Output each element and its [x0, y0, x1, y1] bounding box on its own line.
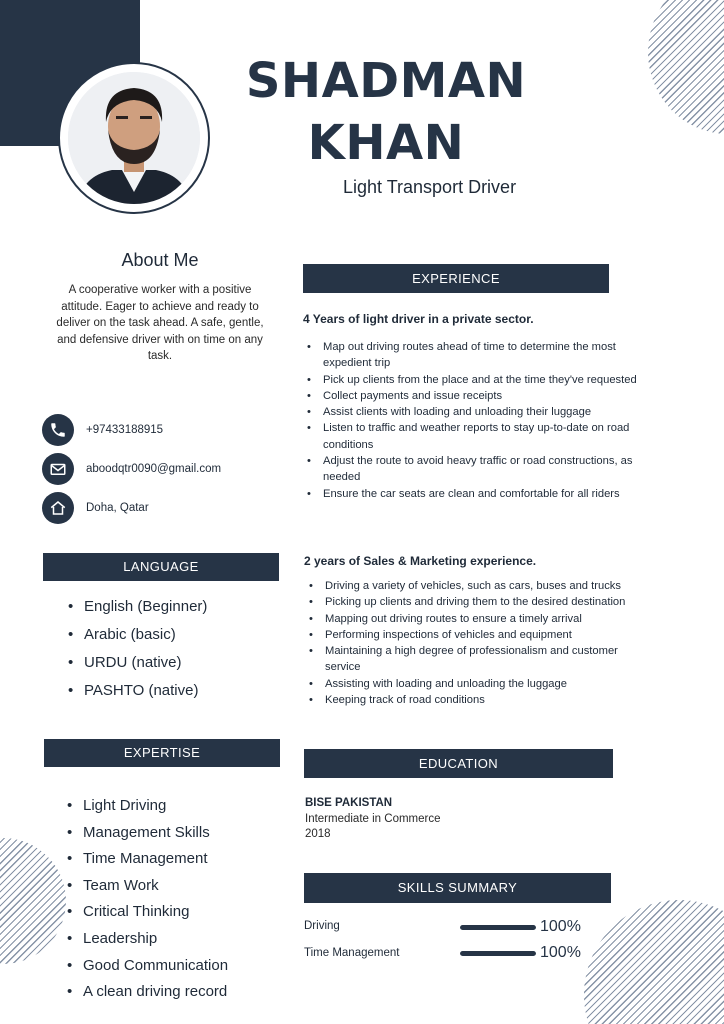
skill-bar	[460, 925, 536, 930]
skills-summary-heading: SKILLS SUMMARY	[304, 873, 611, 903]
job-duties-list	[305, 339, 643, 502]
list-item: • Driving a variety of vehicles, such as cars, buses and trucks	[307, 578, 633, 594]
list-item: • Critical Thinking	[65, 899, 228, 926]
job-heading: 2 years of Sales & Marketing experience.	[304, 554, 537, 568]
phone-icon	[42, 414, 74, 446]
list-item: • Light Driving	[65, 793, 228, 820]
location-text: Doha, Qatar	[86, 502, 149, 514]
mail-icon	[42, 453, 74, 485]
expertise-list	[65, 793, 228, 1006]
job-heading: 4 Years of light driver in a private sector.	[303, 312, 534, 326]
list-item: • Keeping track of road conditions	[307, 692, 633, 708]
hatched-circle-decoration	[0, 838, 66, 964]
list-item: • Good Communication	[65, 953, 228, 980]
education-entry	[305, 796, 441, 843]
list-item: • Performing inspections of vehicles and equipment	[307, 627, 633, 643]
list-item: • Mapping out driving routes to ensure a timely arrival	[307, 611, 633, 627]
contact-phone	[42, 414, 163, 446]
list-item: • Picking up clients and driving them to the desired destination	[307, 594, 633, 610]
list-item: • Adjust the route to avoid heavy traffic or road constructions, as needed	[305, 453, 643, 486]
list-item: • Time Management	[65, 846, 228, 873]
hatched-circle-decoration	[648, 0, 724, 134]
phone-number: +97433188915	[86, 424, 164, 436]
name-last: KHAN	[307, 115, 465, 171]
email-address: aboodqtr0090@gmail.com	[86, 463, 222, 475]
list-item: • Management Skills	[65, 820, 228, 847]
list-item: • Pick up clients from the place and at the time they've requested	[305, 372, 643, 388]
skill-label: Time Management	[304, 947, 400, 959]
skill-bar-fill	[460, 951, 536, 956]
list-item: • URDU (native)	[66, 649, 207, 677]
list-item: • Collect payments and issue receipts	[305, 388, 643, 404]
education-year: 2018	[305, 828, 331, 840]
contact-email	[42, 453, 221, 485]
list-item: • Map out driving routes ahead of time to determine the most expedient trip	[305, 339, 643, 372]
list-item: • Arabic (basic)	[66, 621, 207, 649]
education-degree: Intermediate in Commerce	[305, 812, 441, 825]
list-item: • Team Work	[65, 873, 228, 900]
profile-photo	[68, 72, 200, 204]
list-item: • Listen to traffic and weather reports to stay up-to-date on road conditions	[305, 420, 643, 453]
hatched-circle-decoration	[584, 900, 724, 1024]
language-heading: LANGUAGE	[43, 553, 279, 581]
list-item: • Maintaining a high degree of professionalism and customer service	[307, 643, 633, 676]
candidate-name	[236, 50, 536, 174]
list-item: • Ensure the car seats are clean and comfortable for all riders	[305, 486, 643, 502]
about-heading: About Me	[121, 250, 199, 270]
skill-percent: 100%	[540, 944, 581, 961]
list-item: • A clean driving record	[65, 979, 228, 1006]
experience-heading: EXPERIENCE	[303, 264, 609, 293]
skill-percent: 100%	[540, 918, 581, 935]
list-item: • Leadership	[65, 926, 228, 953]
job-duties-list	[307, 578, 633, 708]
expertise-heading: EXPERTISE	[44, 739, 280, 767]
contact-location	[42, 492, 149, 524]
job-title: Light Transport Driver	[343, 177, 517, 197]
list-item: • Assist clients with loading and unloading their luggage	[305, 404, 643, 420]
name-first: SHADMAN	[245, 53, 527, 109]
home-icon	[42, 492, 74, 524]
skill-label: Driving	[304, 920, 340, 932]
list-item: • Assisting with loading and unloading the luggage	[307, 676, 633, 692]
skill-bar	[460, 951, 536, 956]
education-heading: EDUCATION	[304, 749, 613, 778]
education-school: BISE PAKISTAN	[305, 797, 393, 809]
skill-bar-fill	[460, 925, 536, 930]
language-list	[66, 593, 207, 705]
list-item: • English (Beginner)	[66, 593, 207, 621]
list-item: • PASHTO (native)	[66, 677, 207, 705]
about-text: A cooperative worker with a positive attitude. Eager to achieve and ready to deliver on the task ahead. A safe, gentle, and defensive driver with on time on any task.	[56, 284, 264, 362]
